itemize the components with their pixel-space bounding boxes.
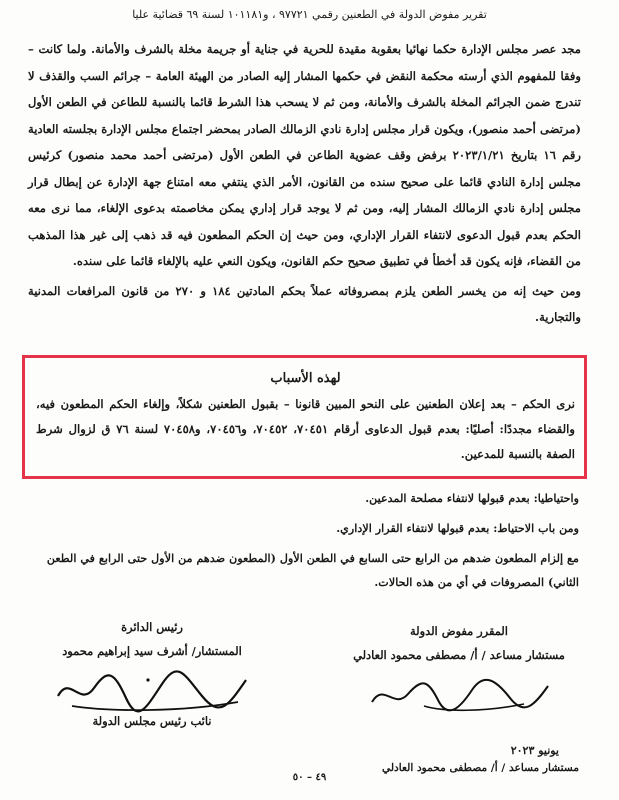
document-date: يونيو ٢٠٢٣	[510, 744, 559, 757]
footer-name: مستشار مساعد / أ/ مصطفى محمود العادلي	[381, 762, 579, 774]
ruling-alternative-2: ومن باب الاحتياط: بعدم قبولها لانتفاء القرار الإداري.	[336, 521, 579, 535]
paragraph-costs: ومن حيث إنه من يخسر الطعن يلزم بمصروفاته عملاً بحكم المادتين ١٨٤ و ٢٧٠ من قانون المرافعات المدنية والتجارية.	[28, 283, 582, 324]
chair-signature-icon	[52, 668, 252, 714]
chair-title: نائب رئيس مجلس الدولة	[92, 714, 212, 728]
reasons-ruling: نرى الحكم – بعد إعلان الطعنين على النحو المبين قانونا – بقبول الطعنين شكلاً، وإلغاء الحكم المطعون فيه، والقضاء مجددًا: أصليًا: بعدم قبول الدعاوى أرقام ٧٠٤٥١، ٧٠٤٥٢، و٧٠٤٥٦، و٧٠٤٥٨ لسنة ٧٦ ق لزوال شرط الصفة بالنسبة للمدعين.	[36, 397, 575, 461]
rapporteur-role: المقرر مفوض الدولة	[410, 624, 508, 638]
ruling-alternative-1: واحتياطيا: بعدم قبولها لانتفاء مصلحة المدعين.	[365, 491, 579, 505]
reasons-section	[36, 366, 575, 467]
signature-block-rapporteur	[339, 624, 579, 716]
page-header: تقرير مفوض الدولة في الطعنين رقمي ٩٧٧٢١ ، و١٠١١٨١ لسنة ٦٩ قضائية عليا	[132, 8, 487, 21]
page-number: ٤٩ – ٥٠	[292, 772, 327, 783]
alternative-rulings	[30, 486, 579, 600]
document-body	[28, 36, 581, 334]
signature-block-chair	[42, 620, 262, 738]
ruling-costs: مع إلزام المطعون ضدهم من الرابع حتى السابع في الطعن الأول (المطعون ضدهم من الأول حتى الرابع في الطعن الثاني) المصروفات في أي من هذه الحالات.	[46, 551, 579, 589]
paragraph-main: مجد عصر مجلس الإدارة حكما نهائيا بعقوبة مقيدة للحرية في جناية أو جريمة مخلة بالشرف والأمانة. ولما كانت – وفقا للمفهوم الذي أرسته محكمة النقض في حكمها المشار إليه الصادر من الهيئة العامة – جرائم السب والقذف لا تندرج ضمن الجرائم المخلة بالشرف والأمانة، ومن ثم لا يسحب هذا الشرط قائما بالنسبة للطاعن في الطعن الأول (مرتضى أحمد منصور)، ويكون قرار مجلس إدارة نادي الزمالك الصادر بمحضر اجتماع مجلس الإدارة بجلسته العادية رقم ١٦ بتاريخ ٢٠٢٣/١/٢١ برفض وقف عضوية الطاعن في الطعن الأول (مرتضى أحمد محمد منصور) كرئيس مجلس إدارة النادي قائما على صحيح سنده من القانون، الأمر الذي ينتفي معه امتناع جهة الإدارة عن إبطال قرار مجلس إدارة نادي الزمالك المشار إليه، ومن ثم لا يوجد قرار إداري يمكن مخاصمته بدعوى الإلغاء، مما نرى معه الحكم بعدم قبول الدعوى لانتفاء القرار الإداري، ومن حيث إن الحكم المطعون فيه قد ذهب إلى غير هذا المذهب من القضاء، فإنه يكون قد أخطأ في تطبيق صحيح حكم القانون، ويكون النعي عليه بالإلغاء قائما على سنده.	[28, 42, 581, 268]
chair-name: المستشار/ أشرف سيد إبراهيم محمود	[62, 644, 242, 658]
chair-role: رئيس الدائرة	[121, 620, 183, 634]
rapporteur-name: مستشار مساعد / أ/ مصطفى محمود العادلي	[353, 648, 565, 662]
rapporteur-signature-icon	[364, 672, 554, 716]
reasons-heading: لهذه الأسباب	[270, 371, 341, 386]
